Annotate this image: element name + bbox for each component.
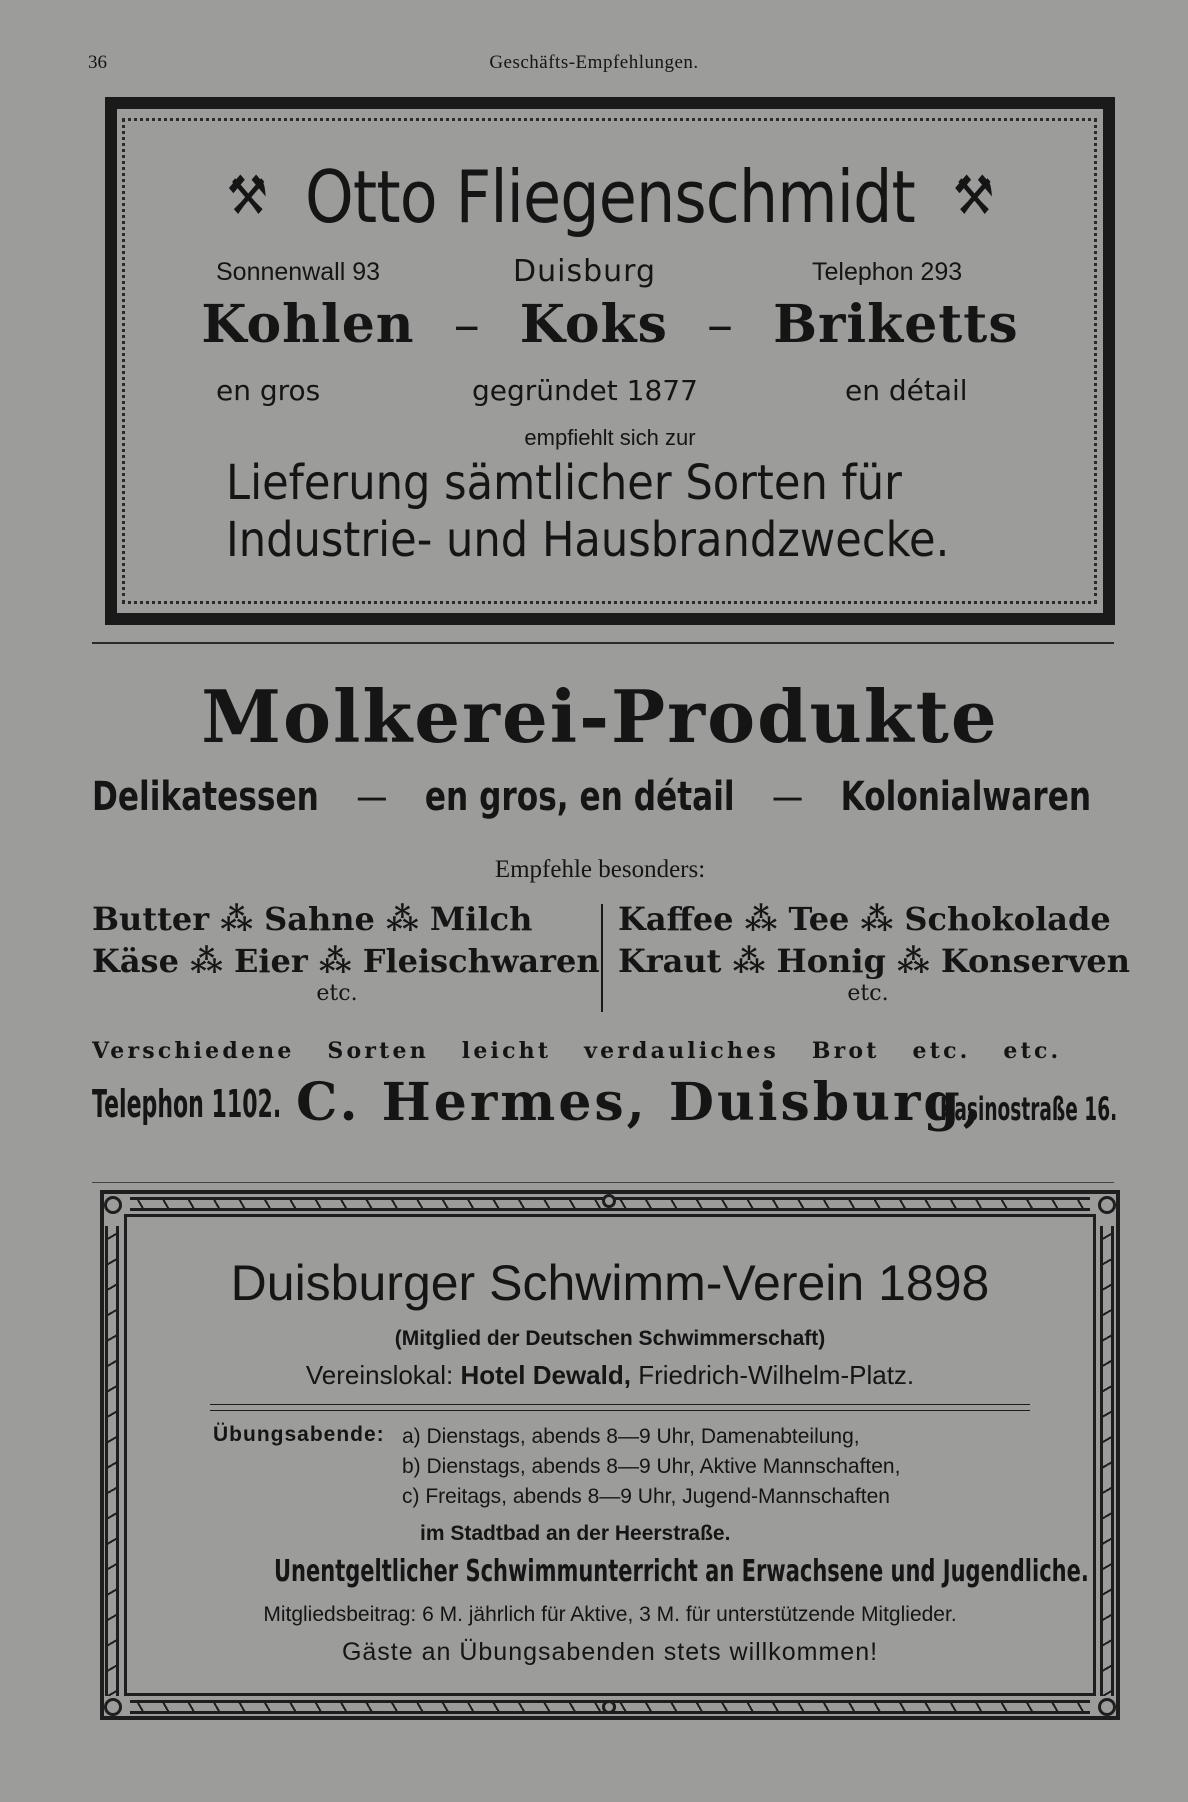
ornament-rosette-icon [1098, 1698, 1116, 1716]
ad1-phone: Telephon 293 [812, 258, 963, 286]
ad1-separator: – [453, 295, 481, 355]
ad2-left-list [92, 898, 600, 1006]
divider [92, 642, 1114, 644]
ad2-right-etc: etc. [847, 981, 889, 1006]
ad2-left-row2: Käse ⁂ Eier ⁂ Fleischwaren [92, 942, 600, 980]
ornament-rosette-icon [104, 1196, 122, 1214]
ad3-training-b: b) Dienstags, abends 8—9 Uhr, Aktive Mannschaften, [402, 1455, 901, 1478]
ad3-location: im Stadtbad an der Heerstraße. [420, 1522, 731, 1545]
ad3-training-a: a) Dienstags, abends 8—9 Uhr, Damenabteilung, [402, 1425, 860, 1448]
page-number: 36 [88, 52, 107, 73]
ad3-free-lessons: Unentgeltlicher Schwimmunterricht an Erwachsene und Jugendliche. [274, 1554, 1089, 1589]
ad1-address: Sonnenwall 93 [216, 258, 381, 286]
ad2-right-list [618, 898, 1131, 1006]
ad1-heading [197, 155, 1023, 239]
ad1-delivery-line2: Industrie- und Hausbrandzwecke. [226, 512, 950, 568]
ad3-fee: Mitgliedsbeitrag: 6 M. jährlich für Aktive, 3 M. für unterstützende Mitglieder. [263, 1603, 957, 1626]
ad3-training-c: c) Freitags, abends 8—9 Uhr, Jugend-Mannschaften [402, 1485, 890, 1508]
crossed-hammers-icon: ⚒ [226, 164, 268, 227]
ad3-training-list [402, 1422, 900, 1512]
ad3-venue-hotel: Hotel Dewald, [460, 1360, 631, 1390]
ad2-colonial-goods: Kolonialwaren [840, 774, 1092, 820]
ornament-band-icon [105, 1226, 119, 1696]
ad2-subline [92, 774, 1092, 820]
ad3-guests: Gäste an Übungsabenden stets willkommen! [341, 1638, 879, 1666]
ad2-right-row1: Kaffee ⁂ Tee ⁂ Schokolade [618, 900, 1111, 938]
ad3-venue-place: Friedrich-Wilhelm-Platz. [638, 1360, 915, 1390]
ad3-venue [130, 1360, 1090, 1391]
ad1-recommends: empfiehlt sich zur [524, 425, 696, 450]
ornament-band-icon [1100, 1226, 1114, 1696]
ad2-street: Kasinostraße 16. [940, 1090, 1118, 1128]
divider [92, 1182, 1114, 1183]
ornament-rosette-icon [104, 1698, 122, 1716]
ornament-rosette-icon [602, 1194, 616, 1208]
ad2-recommend: Empfehle besonders: [494, 856, 706, 883]
ad1-separator: – [706, 295, 734, 355]
ornament-rosette-icon [602, 1700, 616, 1714]
ad3-training-label: Übungsabende: [213, 1423, 385, 1446]
ad1-city: Duisburg [513, 254, 656, 289]
ad2-dash: — [771, 774, 804, 820]
ad1-product-coke: Koks [519, 294, 668, 355]
ad2-bread-line: Verschiedene Sorten leicht verdauliches Brot etc. etc. [92, 1038, 1062, 1064]
ad2-headline: Molkerei-Produkte [201, 674, 999, 759]
ad3-title: Duisburger Schwimm-Verein 1898 [230, 1255, 990, 1311]
ad3-membership: (Mitglied der Deutschen Schwimmerschaft) [394, 1327, 826, 1350]
ad2-delicatessen: Delikatessen [92, 774, 319, 820]
crossed-hammers-icon: ⚒ [952, 164, 994, 227]
ad1-founded: gegründet 1877 [472, 374, 698, 407]
ad1-retail: en détail [845, 374, 968, 407]
ad2-left-row1: Butter ⁂ Sahne ⁂ Milch [92, 900, 533, 938]
ad2-column-divider [601, 904, 603, 1012]
ad1-name: Otto Fliegenschmidt [305, 155, 915, 239]
ad2-phone: Telephon 1102. [92, 1082, 282, 1126]
ad1-product-coal: Kohlen [201, 294, 415, 355]
ad3-rule [210, 1404, 1030, 1411]
ad2-right-row2: Kraut ⁂ Honig ⁂ Konserven [618, 942, 1131, 980]
ad2-left-etc: etc. [316, 981, 358, 1006]
ad3-venue-label: Vereinslokal: [305, 1360, 454, 1390]
ornament-rosette-icon [1098, 1196, 1116, 1214]
running-title: Geschäfts-Empfehlungen. [489, 52, 699, 73]
ad2-dash: — [356, 774, 388, 820]
ad1-products [130, 294, 1090, 355]
ad2-wholesale-retail: en gros, en détail [424, 774, 735, 820]
ad2-company: C. Hermes, Duisburg, [296, 1072, 984, 1133]
ad1-wholesale: en gros [216, 374, 321, 407]
ad1-delivery-line1: Lieferung sämtlicher Sorten für [226, 455, 902, 511]
ad1-product-briquettes: Briketts [773, 294, 1019, 355]
